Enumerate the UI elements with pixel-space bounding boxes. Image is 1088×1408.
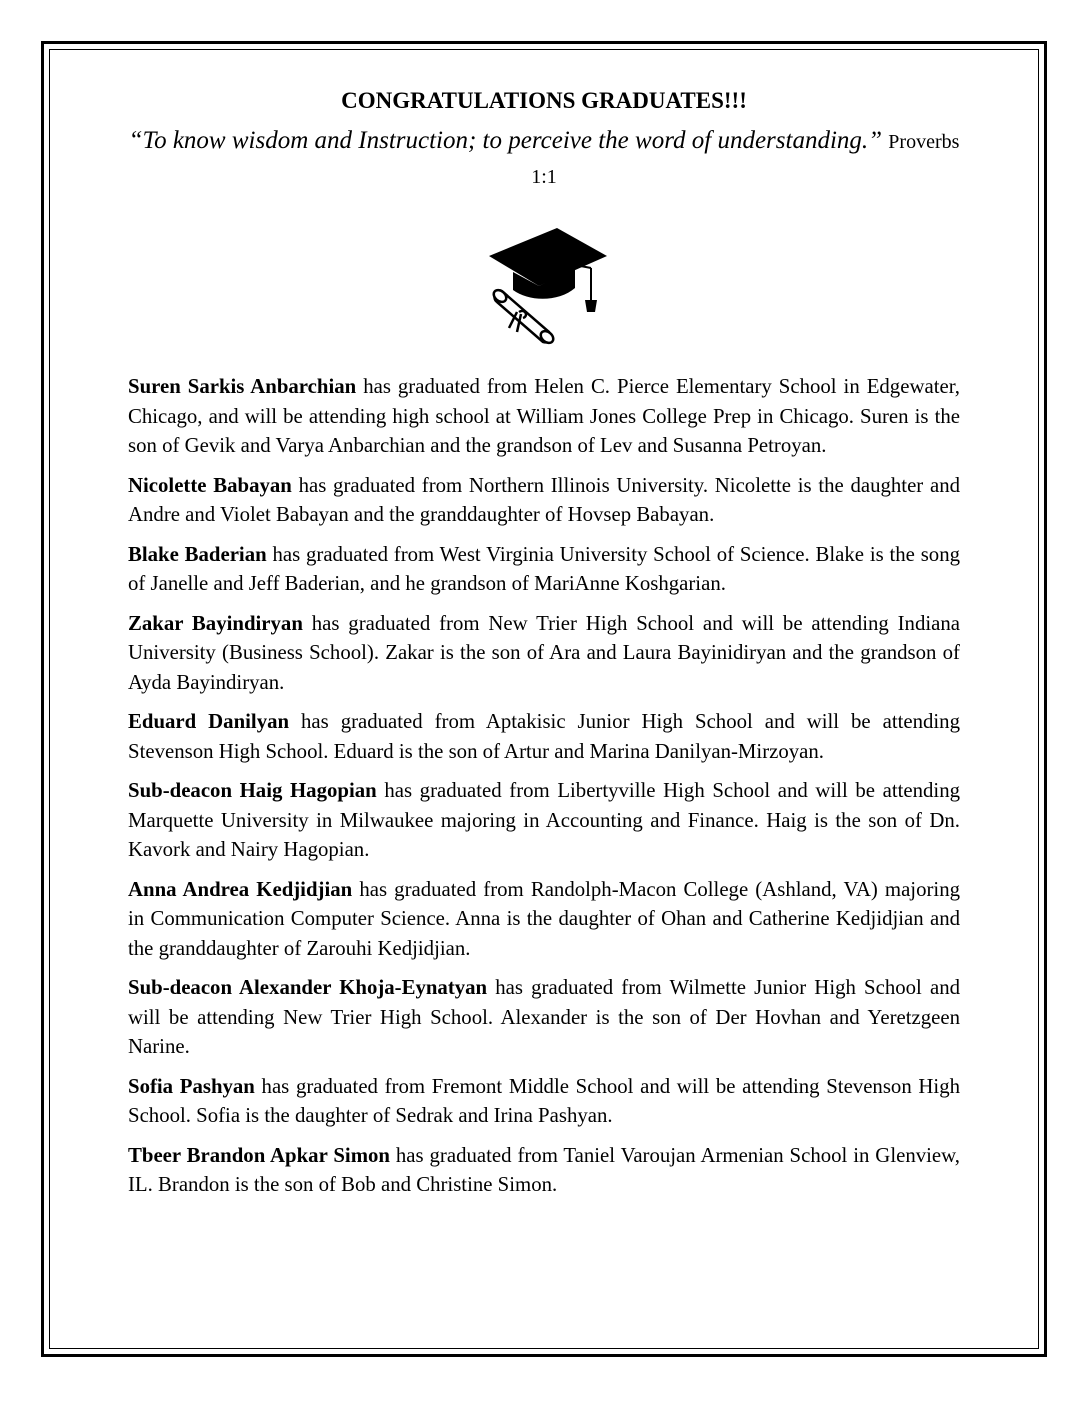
graduate-name: Zakar Bayindiryan bbox=[128, 611, 303, 635]
graduate-name: Eduard Danilyan bbox=[128, 710, 290, 733]
graduate-entry bbox=[128, 471, 960, 530]
quote-text: “To know wisdom and Instruction; to perceive the word of understanding.” bbox=[128, 127, 883, 154]
graduate-description: has graduated from New Trier High School and will be attending Indiana University (Business School). Zakar is the son of Ara and Laura Bayinidiryan and the grandson of Ayda Bayindiryan. bbox=[128, 611, 960, 694]
quote-reference: Proverbs 1:1 bbox=[531, 131, 960, 188]
scripture-quote bbox=[128, 124, 960, 194]
graduate-name: Blake Baderian bbox=[128, 542, 267, 566]
graduate-entry bbox=[128, 540, 960, 599]
graduate-entry bbox=[128, 776, 960, 865]
graduate-entry bbox=[128, 973, 960, 1062]
graduate-description: has graduated from Fremont Middle School and will be attending Stevenson High School. Sofia is the daughter of Sedrak and Irina Pashyan. bbox=[128, 1074, 960, 1127]
graduate-entry bbox=[128, 1072, 960, 1131]
graduate-name: Tbeer Brandon Apkar Simon bbox=[128, 1143, 390, 1167]
graduate-entry bbox=[128, 875, 960, 964]
graduate-entry bbox=[128, 707, 960, 766]
graduate-description: has graduated from Wilmette Junior High School and will be attending New Trier High School. Alexander is the son of Der Hovhan and Yeretzgeen Narine. bbox=[128, 976, 960, 1058]
graduate-description: has graduated from West Virginia University School of Science. Blake is the song of Janelle and Jeff Baderian, and he grandson of MariAnne Koshgarian. bbox=[128, 542, 960, 595]
graduate-name: Sub-deacon Alexander Khoja-Eynatyan bbox=[128, 976, 488, 999]
graduate-description: has graduated from Randolph-Macon College (Ashland, VA) majoring in Communication Computer Science. Anna is the daughter of Ohan and Catherine Kedjidjian and the granddaughter of Zarouhi Kedjidjian. bbox=[128, 877, 960, 960]
page-title: CONGRATULATIONS GRADUATES!!! bbox=[341, 88, 747, 113]
graduate-entry bbox=[128, 1141, 960, 1200]
graduate-name: Sofia Pashyan bbox=[128, 1074, 255, 1098]
graduate-description: has graduated from Northern Illinois University. Nicolette is the daughter and Andre and Violet Babayan and the granddaughter of Hovsep Babayan. bbox=[128, 473, 960, 526]
graduate-name: Suren Sarkis Anbarchian bbox=[128, 375, 357, 398]
graduation-cap-and-diploma-icon bbox=[479, 228, 609, 348]
graduate-name: Anna Andrea Kedjidjian bbox=[128, 877, 353, 901]
graduate-list bbox=[128, 372, 960, 1200]
graduate-name: Nicolette Babayan bbox=[128, 473, 292, 497]
graduate-description: has graduated from Taniel Varoujan Armenian School in Glenview, IL. Brandon is the son of Bob and Christine Simon. bbox=[128, 1143, 960, 1196]
graduate-description: has graduated from Aptakisic Junior High School and will be attending Stevenson High School. Eduard is the son of Artur and Marina Danilyan-Mirzoyan. bbox=[128, 710, 960, 763]
graduate-entry bbox=[128, 372, 960, 461]
graduate-description: has graduated from Helen C. Pierce Elementary School in Edgewater, Chicago, and will be attending high school at William Jones College Prep in Chicago. Suren is the son of Gevik and Varya Anbarchian and the grandson of Lev and Susanna Petroyan. bbox=[128, 375, 960, 457]
graduate-name: Sub-deacon Haig Hagopian bbox=[128, 779, 377, 802]
graduate-entry bbox=[128, 609, 960, 698]
document-body bbox=[128, 86, 960, 1210]
graduate-description: has graduated from Libertyville High School and will be attending Marquette University in Milwaukee majoring in Accounting and Finance. Haig is the son of Dn. Kavork and Nairy Hagopian. bbox=[128, 779, 960, 861]
